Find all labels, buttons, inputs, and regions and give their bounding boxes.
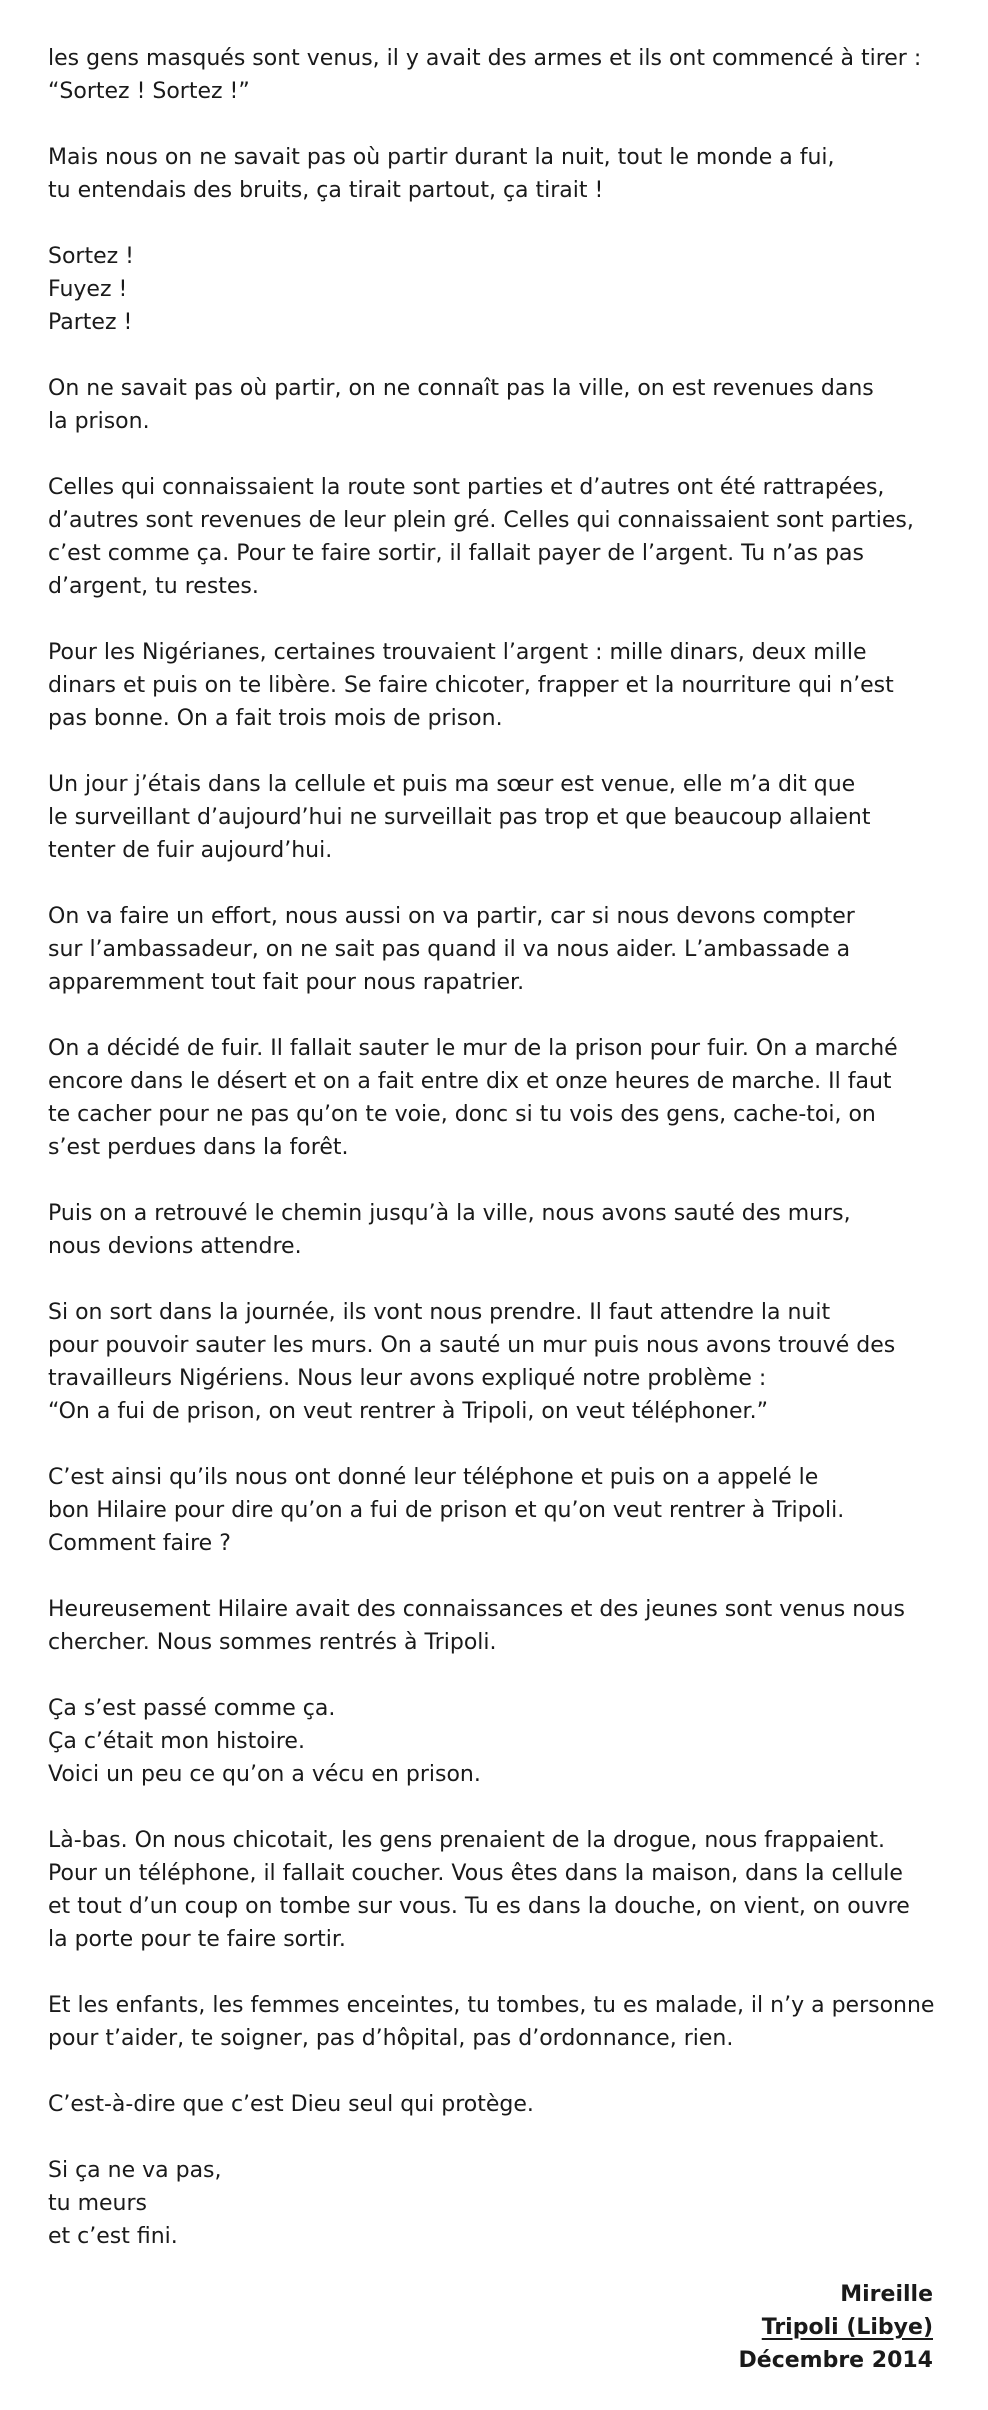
text-line: Là-bas. On nous chicotait, les gens prenaient de la drogue, nous frappaient. (48, 1828, 886, 1853)
text-line: On a décidé de fuir. Il fallait sauter le mur de la prison pour fuir. On a marché (48, 1036, 898, 1061)
text-line: Voici un peu ce qu’on a vécu en prison. (48, 1762, 481, 1787)
paragraph (48, 636, 933, 735)
text-line: C’est-à-dire que c’est Dieu seul qui protège. (48, 2092, 534, 2117)
text-line: Ça c’était mon histoire. (48, 1729, 305, 1754)
text-line: c’est comme ça. Pour te faire sortir, il fallait payer de l’argent. Tu n’as pas (48, 541, 864, 566)
paragraph (48, 2154, 933, 2253)
text-line: “On a fui de prison, on veut rentrer à Tripoli, on veut téléphoner.” (48, 1399, 768, 1424)
text-line: d’argent, tu restes. (48, 574, 259, 599)
text-line: la porte pour te faire sortir. (48, 1927, 346, 1952)
signature-date: Décembre 2014 (738, 2348, 933, 2373)
text-line: dinars et puis on te libère. Se faire chicoter, frapper et la nourriture qui n’est (48, 673, 894, 698)
paragraph (48, 1692, 933, 1791)
paragraph (48, 240, 933, 339)
text-line: Pour les Nigérianes, certaines trouvaient l’argent : mille dinars, deux mille (48, 640, 867, 665)
text-line: apparemment tout fait pour nous rapatrier. (48, 970, 525, 995)
paragraph (48, 1824, 933, 1956)
paragraph (48, 141, 933, 207)
author-name: Mireille (840, 2282, 933, 2307)
text-line: te cacher pour ne pas qu’on te voie, donc si tu vois des gens, cache-toi, on (48, 1102, 876, 1127)
text-line: s’est perdues dans la forêt. (48, 1135, 349, 1160)
paragraph (48, 1593, 933, 1659)
text-line: Comment faire ? (48, 1531, 231, 1556)
text-line: nous devions attendre. (48, 1234, 302, 1259)
text-line: pour pouvoir sauter les murs. On a sauté un mur puis nous avons trouvé des (48, 1333, 896, 1358)
paragraph (48, 768, 933, 867)
text-line: pas bonne. On a fait trois mois de prison. (48, 706, 503, 731)
testimony-body (48, 42, 933, 2253)
text-line: et c’est fini. (48, 2224, 178, 2249)
text-line: et tout d’un coup on tombe sur vous. Tu es dans la douche, on vient, on ouvre (48, 1894, 910, 1919)
text-line: Ça s’est passé comme ça. (48, 1696, 336, 1721)
paragraph (48, 372, 933, 438)
paragraph (48, 471, 933, 603)
text-line: d’autres sont revenues de leur plein gré. Celles qui connaissaient sont parties, (48, 508, 914, 533)
text-line: Celles qui connaissaient la route sont parties et d’autres ont été rattrapées, (48, 475, 885, 500)
text-line: la prison. (48, 409, 150, 434)
paragraph (48, 1032, 933, 1164)
text-line: Si on sort dans la journée, ils vont nous prendre. Il faut attendre la nuit (48, 1300, 831, 1325)
text-line: bon Hilaire pour dire qu’on a fui de prison et qu’on veut rentrer à Tripoli. (48, 1498, 845, 1523)
text-line: On ne savait pas où partir, on ne connaît pas la ville, on est revenues dans (48, 376, 874, 401)
signature-block (739, 2278, 933, 2377)
paragraph (48, 1461, 933, 1560)
text-line: “Sortez ! Sortez !” (48, 79, 250, 104)
text-line: travailleurs Nigériens. Nous leur avons expliqué notre problème : (48, 1366, 767, 1391)
text-line: le surveillant d’aujourd’hui ne surveillait pas trop et que beaucoup allaient (48, 805, 871, 830)
text-line: Mais nous on ne savait pas où partir durant la nuit, tout le monde a fui, (48, 145, 835, 170)
text-line: encore dans le désert et on a fait entre dix et onze heures de marche. Il faut (48, 1069, 892, 1094)
text-line: Fuyez ! (48, 277, 128, 302)
text-line: sur l’ambassadeur, on ne sait pas quand il va nous aider. L’ambassade a (48, 937, 851, 962)
text-line: pour t’aider, te soigner, pas d’hôpital, pas d’ordonnance, rien. (48, 2026, 734, 2051)
text-line: Un jour j’étais dans la cellule et puis ma sœur est venue, elle m’a dit que (48, 772, 856, 797)
text-line: tu meurs (48, 2191, 147, 2216)
paragraph (48, 2088, 933, 2121)
text-line: Sortez ! (48, 244, 134, 269)
text-line: Si ça ne va pas, (48, 2158, 222, 2183)
text-line: Partez ! (48, 310, 133, 335)
text-line: Pour un téléphone, il fallait coucher. Vous êtes dans la maison, dans la cellule (48, 1861, 903, 1886)
text-line: tenter de fuir aujourd’hui. (48, 838, 333, 863)
text-line: Et les enfants, les femmes enceintes, tu tombes, tu es malade, il n’y a personne (48, 1993, 935, 2018)
paragraph (48, 900, 933, 999)
place-name: Tripoli (Libye) (761, 2315, 933, 2340)
text-line: Heureusement Hilaire avait des connaissances et des jeunes sont venus nous (48, 1597, 906, 1622)
paragraph (48, 42, 933, 108)
paragraph (48, 1296, 933, 1428)
text-line: Puis on a retrouvé le chemin jusqu’à la ville, nous avons sauté des murs, (48, 1201, 851, 1226)
text-line: C’est ainsi qu’ils nous ont donné leur téléphone et puis on a appelé le (48, 1465, 819, 1490)
paragraph (48, 1197, 933, 1263)
text-line: On va faire un effort, nous aussi on va partir, car si nous devons compter (48, 904, 855, 929)
paragraph (48, 1989, 933, 2055)
text-line: les gens masqués sont venus, il y avait des armes et ils ont commencé à tirer : (48, 46, 922, 71)
text-line: tu entendais des bruits, ça tirait partout, ça tirait ! (48, 178, 604, 203)
text-line: chercher. Nous sommes rentrés à Tripoli. (48, 1630, 497, 1655)
